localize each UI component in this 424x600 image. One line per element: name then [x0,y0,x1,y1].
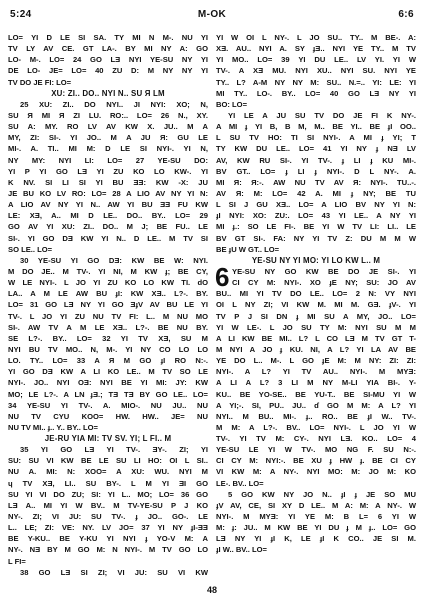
text-line: OI L NY ZI; VI KW M. MI M. GƎ. ɟV-. YI [216,300,416,310]
text-line: LO= YI D LE SI SA. TY MI N M-. NU YI [8,33,208,42]
text-line: AV Я: M: LO= 42 A. MI ɟ NY; BE TU [216,188,416,198]
text-line: M NYI A JO ɟ KU. NI, A L? YI LA AV BE [216,344,416,354]
text-line: BV GT.. LO= ɟ LI ɟ NYI-. D L NY-. A. [216,166,416,176]
paragraph [216,110,416,255]
text-line: YE-SU NY GO KW BE DO JE SI-. YI [232,266,416,276]
paragraph [216,32,416,110]
text-line: XƎ. AU.. NYI A. SY ɟƎ.. NYI YE TY.. M TV [216,44,416,54]
text-line: YI MO.. LO= 39 YI DU LE.. LV YI. YI W [216,55,416,65]
text-line: GO AV YI XU: ZI.. DO.. M J; BE FU.. LE [8,222,208,232]
text-line: NU TV CYU KOO= HW. HW.. JE= NU [8,411,208,421]
text-line: M DO JE.. M TV-. YI NI, M KW ɟ; BE CY, [8,266,208,276]
text-line: A MI ɟ YI B, B M, M.. BE YI.. BE ɟI OO.. [216,122,416,132]
text-line: ɟI NYI: XO: ZU:. LO= 43 YI LE.. A NY YI [216,211,416,221]
text-line: TV LY AV CE. GT LA-. BY MI NY A: GO [8,44,208,54]
paragraph [8,255,208,433]
header-book-title: M-OK [197,9,227,20]
text-line: SU Я MI Я ZI LU. RO:.. LO= 26 N., XY. [8,110,208,120]
text-line: W LE NYI-. L JO YI ZU KO LO KW TI. dO [8,278,208,288]
text-line: YI GO DƎ KW A LI KO LE.. M TV SO LE [8,367,208,377]
text-line: L FI= [8,556,26,566]
text-line: TV DO JE FI: LO= [8,77,72,87]
section-heading: JE-RU YIA MI: TV SV. YI; L FI.. M [44,434,172,444]
text-line: MI-. A. TI.. MI M: D LE SI NYI-. YI N, [8,144,208,154]
text-line: SO LE.. LO= [8,244,53,254]
text-line: 5 GO KW NY JO N.. ɟI ɟ JE SO MU [228,489,416,499]
text-line: LO= 31 GO LƎ NY YI GO ƎɟV AV BU LE YI [8,300,208,310]
text-line: 30 YE-SU YI GO DƎ: KW BE W: NYI. [20,255,208,265]
left-text-column [8,32,208,578]
text-line: MY, ZI: SI-. YI JO.. M A JU Я: GU LE [8,133,208,143]
text-line: TV-. YI TV M: CY-. NYI LƎ. KO.. LO= 4 [216,434,416,444]
text-line: NYI.. M BU.. MI-. ɟ.. RO.. BE ɟI W.. TV-. [216,411,416,421]
running-header [10,8,414,22]
text-line: ɟI W.. BV.. LO= [216,545,267,555]
text-line: ɥ TV XƎ, LI.. SU BY-. L M YI ƎI GO [8,478,208,488]
text-line: MI TY.. LO-. BY.. LO= 40 GO LƎ NY YI [216,88,416,98]
text-line: YE DO L.. M-. L GO ɟE M: M NY: ZI: ZI: [216,356,416,366]
text-line: YI P YI GO LƎ YI ZU KO LO KW-. YI [8,166,208,176]
text-line: NYI BU TV MO.. N, M-. YI NY CO LO LO [8,344,208,354]
text-line: SU: SU VI KW BE LE SU LI HO: OI L SI.. [8,456,208,466]
text-line: NU TV MI.. ɟ.. Y.. BY.. LO= [8,422,98,432]
text-line: A YI;-. SI, PU.. JU.. ɗ GO M M: A L? YI [216,400,416,410]
text-line: LO- M-. LO= 24 GO LƎ NYI YE-SU NY YI [8,55,208,65]
text-line: CI CY M: NYI-. XO ɟE NY; SU: JO AV [232,278,416,288]
text-line: VI KW M: A NY-. NYI MO: M: JO M: KO [216,467,416,477]
text-line: SI-. YI GO DƎ KW YI N.. D LE.. M TV SI [8,233,208,243]
text-line: MI ɟ.: SO LE FI-. BE YI W TV LI: LI.. LE [216,222,416,232]
text-line: NY-. NƎ BY M GO M: N NYI-. M TV GO LO [8,545,208,555]
text-line: TV-. L JO YI ZU NU TV FI: L.. M NU MO [8,311,208,321]
text-line: L SU TV HO: TI SI NYI-. A MI ɟ YI; T [216,133,416,143]
text-line: BE Y-KU.. BE Y-KU YI NYI ɟ YO-V M: A [8,534,208,544]
paragraph [216,489,416,556]
text-line: TV P J SI DN ɟ MI SU A MY, JO.. LO= [216,311,416,321]
text-line: SU A: MY. RO LV AV KW X. JU.. M A [8,122,208,132]
text-line: LE-. BV.. LO= [216,478,264,488]
paragraph [8,567,208,578]
text-line: LE: XƎ, A.. MI D LE.. DO.. BY.. LO= 29 [8,211,208,221]
text-line: A LI A L? 3 LI M NY M-LI YIA BI-. Y- [216,378,416,388]
text-line: NYI-. A L? YI TV AU.. NYI-. M MYƎ: [216,367,416,377]
text-line: BE ɟU W GT.. LO= [216,244,280,254]
text-line: TY KW DU LE.. LO= 41 YI NY ɟ NƎ LV [216,144,416,154]
text-line: DE LO- JE= LO= 40 ZU D: M NY NY YI [8,66,208,76]
text-line: BO: LO= [216,99,248,109]
text-line: NYI-. JO.. NYI OƎ: NYI BE YI MI: JY: KW [8,378,208,388]
right-text-column [216,32,416,556]
text-line: SE L?-. BY.. LO= 32 YI TV XƎ, SU M [8,333,208,343]
text-line: YI W LE-. L JO SU TY M: NYI SU M M [216,322,416,332]
text-line: NY MY: NYI LI: LO= 27 YE-SU DO: [8,155,208,165]
text-line: A LI KW BE MI.. L? L CO LƎ M TV GT T- [216,333,416,343]
header-verse-end: 6:6 [398,9,414,20]
text-line: TV-. A XƎ MU. NYI XU.. NYI SU. NYI YE [216,66,416,76]
text-line: SU YI VI DO ZU; SI: YI L.. MO; LO= 36 GO [8,489,208,499]
paragraph [8,444,208,567]
text-line: 38 GO LƎ SI ZI; VI JU: SU VI KW [20,567,208,577]
text-line: NY-. ZI; VI JU: SU TV-. ɟ JO.. GO-. LE [8,512,208,522]
text-line: M M: A L?-. BV.. LO= NYI-. L JO YI W [216,422,416,432]
text-line: LO. TY.. LO= 33 A Я M GO ɟI RO N:-. [8,356,208,366]
text-line: KU.. BE YO-SE.. BE YU-T.. BE SI-MU YI W [216,389,416,399]
text-line: 25 XU: ZI.. DO NYI.. JI NYI: XO; N, [20,99,208,109]
text-line: L SI J GU XƎ.. LO= A LIO BV NY YI N: [216,200,416,210]
text-line: CI CY M: NYI:-. BE XU ɟ HW ɟ. BE CI CY [216,456,416,466]
text-line: L.. LE; ZI: VE: NY. LV JO= 37 YI NY ɟI-ƎƎ [8,523,208,533]
text-line: LA.. A M LE AW BU ɟI: KW XƎ.. L?-. BY. [8,289,208,299]
text-line: NYI-. M MYƎ: YI YE M: B L= 6 YI W [216,512,416,522]
text-line: YI LE A JU SU TV DO JE FI K NY-. [228,110,416,120]
text-line: YI W OI L NY-. L JO SU.. TY.. M BE-. A: [216,33,416,42]
text-line: K NV. SI LI SI YI BU ƎƎ: KW -X: JU [8,177,208,187]
text-line: AV, KW RU SI-. YI TV-. ɟ LI ɟ KU MI-. [216,155,416,165]
text-line: A LIO AV NY YI N.. AW YI BU ƎƎ FU KW [8,200,208,210]
header-verse-start: 5:24 [10,9,32,20]
text-line: NU A. MI: N: XOO= A XU: WU. NYI M [8,467,208,477]
section-heading: XU: ZI.. DO.. NYI N.. SU Я LM [51,88,165,98]
page-number: 48 [206,585,217,595]
text-line: MI Я: Я:-. AW NU TV AV Я: NYI-. TU..-. [216,177,416,187]
text-line: ɟV AV, CE, SI XY D LE.. M A: M: A NY-. W [216,500,416,510]
text-line: JE BU KO LV RO: LO= 28 A LIO AV NY YI N: [8,188,208,198]
text-line: LƎ A.. MI YI W BV.. M TV-YE-SU P J KO [8,500,208,510]
text-line: BU.. MI YI TV DO LE.. LO= 2 N: VY NYI [216,289,416,299]
chapter-number: 6 [215,261,230,292]
text-line: MO; LE L?-. A LN ɟƎ.; TƎ TƎ BY GO LE.. LO= [8,389,208,399]
text-line: SI-. AW TV A M LE XƎ.. L?-. BE NU BY. [8,322,208,332]
section-heading: YE-SU NY YI MO: YI LO KW L.. M [251,255,381,265]
text-line: 34 YE-SU YI TV-. A. MIO-. NU JU.. NU [8,400,208,410]
text-line: M: ɟ: JU.. M KW BE YI DU ɟ M ɟ.. LO= GO [216,523,416,533]
text-line: TY.. L? A-M NY NY M: SU.. N.=.. YI: LE: YI [216,77,416,87]
text-line: 35 YI GO LƎ YI TV-. ƎY-. ZI; YI [20,445,208,455]
text-line: LƎ NY YI ɟI K, LE ɟI K CO.. JE SI M. [216,534,416,544]
text-line: BV GT SI-. FA: NY YI TV Z: DU M M W [216,233,416,243]
chapter-paragraph [215,261,416,489]
paragraph [8,32,208,88]
paragraph [8,99,208,255]
text-line: YE-SU LE YI W TV-. MO NG F. SU N:-. [216,445,416,455]
